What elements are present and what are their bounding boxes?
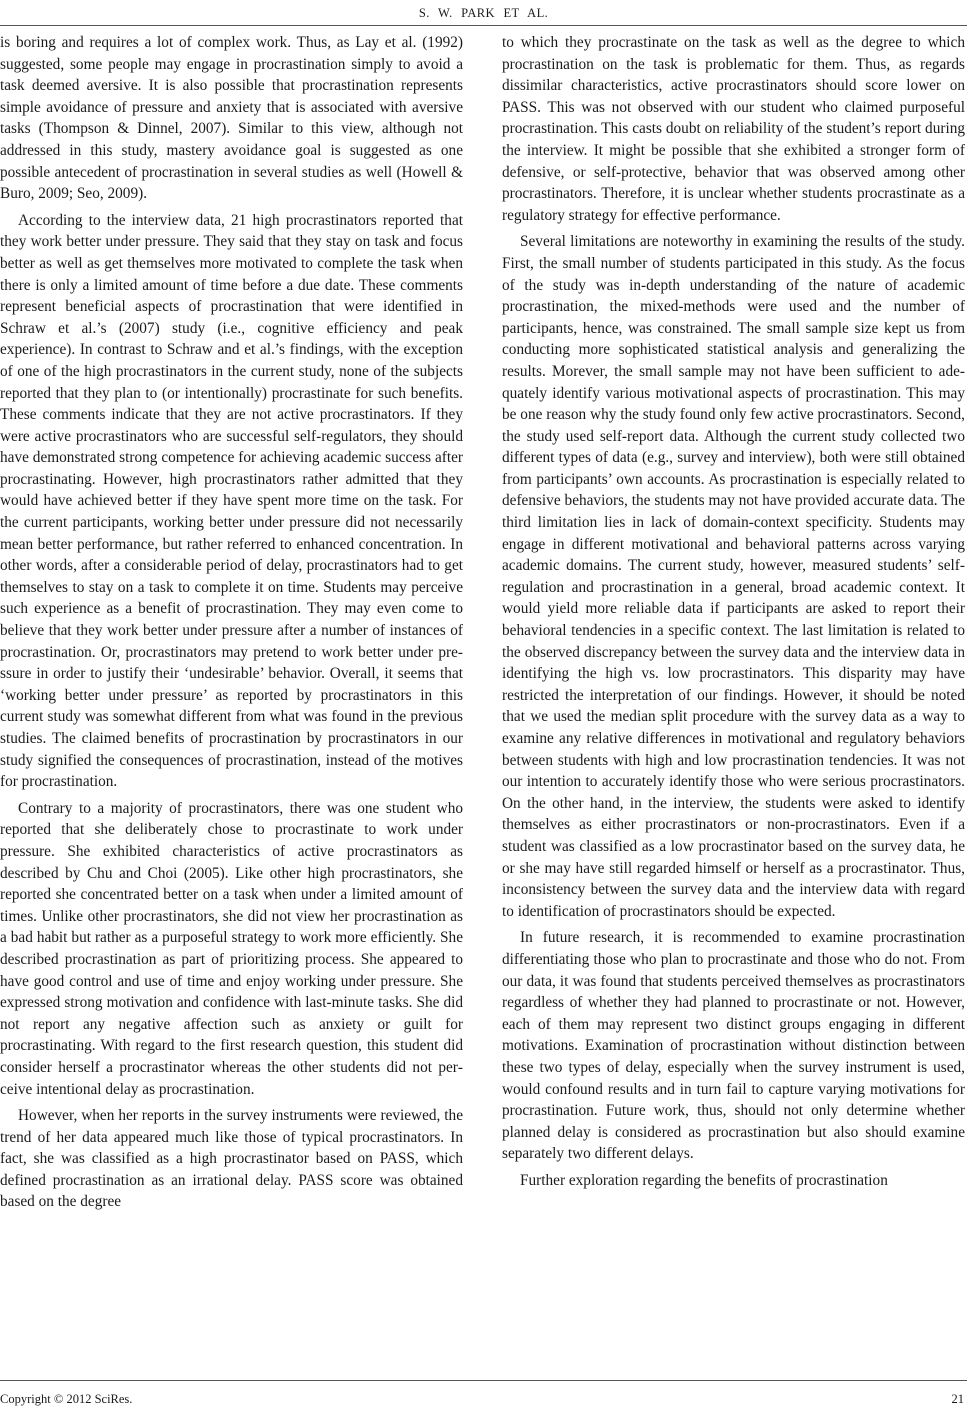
copyright-notice: Copyright © 2012 SciRes. (0, 1392, 133, 1406)
paragraph: Several limitations are noteworthy in examining the results of the study. First, the small number of students participated in this study. As the focus of the study was in-depth understanding of the nature of academic procrastination, the mixed-methods were used and the number of participants, hence, was constrained. The small sample size kept us from conducting more sophisticated statistical analysis and generalizing the results. Morever, the small sample may not have been sufficient to adequately identify various motivational aspects of procrastination. This may be one reason why the study found only few active procrastinators. Second, the study used self-report data. Although the current study collected two different types of data (e.g., survey and interview), both were still obtained from participants’ own accounts. As procrastination is especially related to defensive behaviors, the students may not have provided accurate data. The third limitation lies in lack of domain-context specificity. Students may engage in different motivational and behavioral patterns across varying academic domains. The current study, however, measured students’ self-regulation and procrastination in a general, broad academic context. It would yield more reliable data if participants are asked to report their behavioral tendencies in a specific context. The last limitation is related to the observed discrepancy between the survey data and the interview data in identifying the high vs. low procrastinators. This disparity may have restricted the interpretation of our findings. However, it should be noted that we used the median split procedure with the survey data as a way to examine any relative differences in motivational and regulatory behaviors between students with high and low procrastination tendencies. It was not our intention to accurately identify those who were serious procrastinators. On the other hand, in the interview, the students were asked to identify themselves as either procrastinators or non-procrastinators. Even if a student was classified as a low procrastinator based on the survey data, he or she may have still regarded himself or herself as a procrastinator. Thus, inconsistency between the survey data and the interview data with regard to identification of procrastinators should be expected. (502, 233, 965, 920)
right-column (502, 32, 965, 1191)
header-rule (0, 25, 967, 26)
paragraph: However, when her reports in the survey instruments were reviewed, the trend of her data appeared much like those of typical procrastinators. In fact, she was classified as a high procrastinator based on PASS, which defined procrastination as an irrational delay. PASS score was obtained based on the degree (0, 1107, 463, 1211)
left-column (0, 32, 463, 1213)
paragraph: In future research, it is recommended to examine procrastination differentiating those who plan to procrastinate and those who do not. From our data, it was found that students perceived themselves as procrastinators regardless of whether they had planned to procrastinate or not. However, each of them may represent two distinct groups engaging in different motivations. Examination of procrastination without distinction between these two types of delay, especially when the survey instrument is used, would confound results and in turn fail to capture varying motivations for procrastination. Future work, thus, should not only determine whether planned delay is considered as procrastination but also should examine separately two different delays. (502, 929, 965, 1163)
paragraph: to which they procrastinate on the task as well as the degree to which procrastination on the task is problematic for them. Thus, as regards dissimilar characteristics, active procrastinators should score lower on PASS. This was not observed with our student who claimed purposeful procrastination. This casts doubt on reliability of the student’s report during the interview. It might be possible that she exhibited a stronger form of defensive, or self-protective, behavior that was observed among other procrastinators. Therefore, it is unclear whether students procrastinate as a regulatory strategy for effective performance. (502, 34, 965, 224)
page-number: 21 (951, 1392, 964, 1406)
paragraph: Further exploration regarding the benefits of procrastination (520, 1171, 888, 1189)
paragraph: According to the interview data, 21 high procrastinators reported that they work better under pressure. They said that they stay on task and focus better as well as get themselves more motivated to complete the task when there is only a limited amount of time before a due date. These comments represent beneficial aspects of procrastination that were identified in Schraw et al.’s (2007) study (i.e., cognitive efficiency and peak experience). In contrast to Schraw and et al.’s findings, with the exception of one of the high procrastinators in the current study, none of the subjects reported that they plan to (or intentionally) procrastinate for such benefits. These comments indicate that they are not active procrastinators. If they were active procrastinators who are successful self-regulators, they should have demonstrated strong competence for achieving academic success after procrastinating. However, high procrastinators rather admitted that they would have achieved better if they have spent more time on the task. For the current participants, working better under pressure did not necessarily mean better performance, but rather referred to enhanced concentration. In other words, after a considerable period of delay, procrastinators had to get themselves to stay on a task to complete it on time. Students may perceive such experience as a benefit of procrastination. They may even come to believe that they work better under pressure after a number of instances of procrastination. Or, procrastinators may pretend to work better under pressure in order to justify their ‘undesirable’ behavior. Overall, it seems that ‘working better under pressure’ as reported by procrastinators in this current study was somewhat different from what was found in the previous studies. The claimed benefits of procrastination by procrastinators in our study signified the consequences of procrastination, instead of the motives for procrastination. (0, 211, 463, 791)
footer-rule (0, 1380, 967, 1381)
paragraph: is boring and requires a lot of complex work. Thus, as Lay et al. (1992) suggested, some people may engage in procrastination simply to avoid a task deemed aversive. It is also possible that procrastination represents simple avoidance of pressure and anxiety that is associated with aversive tasks (Thompson & Dinnel, 2007). Similar to this view, although not addressed in this study, mastery avoidance goal is suggested as one possible antecedent of procrastination in several studies as well (Howell & Buro, 2009; Seo, 2009). (0, 34, 463, 203)
paragraph: Contrary to a majority of procrastinators, there was one student who reported that she deliberately chose to procrastinate to work under pressure. She exhibited characteristics of active procrastinators as described by Chu and Choi (2005). Like other high procrastinators, she reported she concentrated better on a task when under a limited amount of times. Unlike other procrastinators, she did not view her procrastination as a bad habit but rather as a purposeful strategy to work more efficiently. She described procrastination as part of prioritizing process. She appeared to have good control and use of time and enjoy working under pressure. She expressed strong motivation and confidence with last-minute tasks. She did not report any negative affection such as anxiety or guilt for procrastinating. With regard to the first research question, this student did consider herself a procrastinator whereas the other students did not perceive intentional delay as procrastination. (0, 799, 463, 1098)
running-head: S. W. PARK ET AL. (418, 6, 549, 20)
